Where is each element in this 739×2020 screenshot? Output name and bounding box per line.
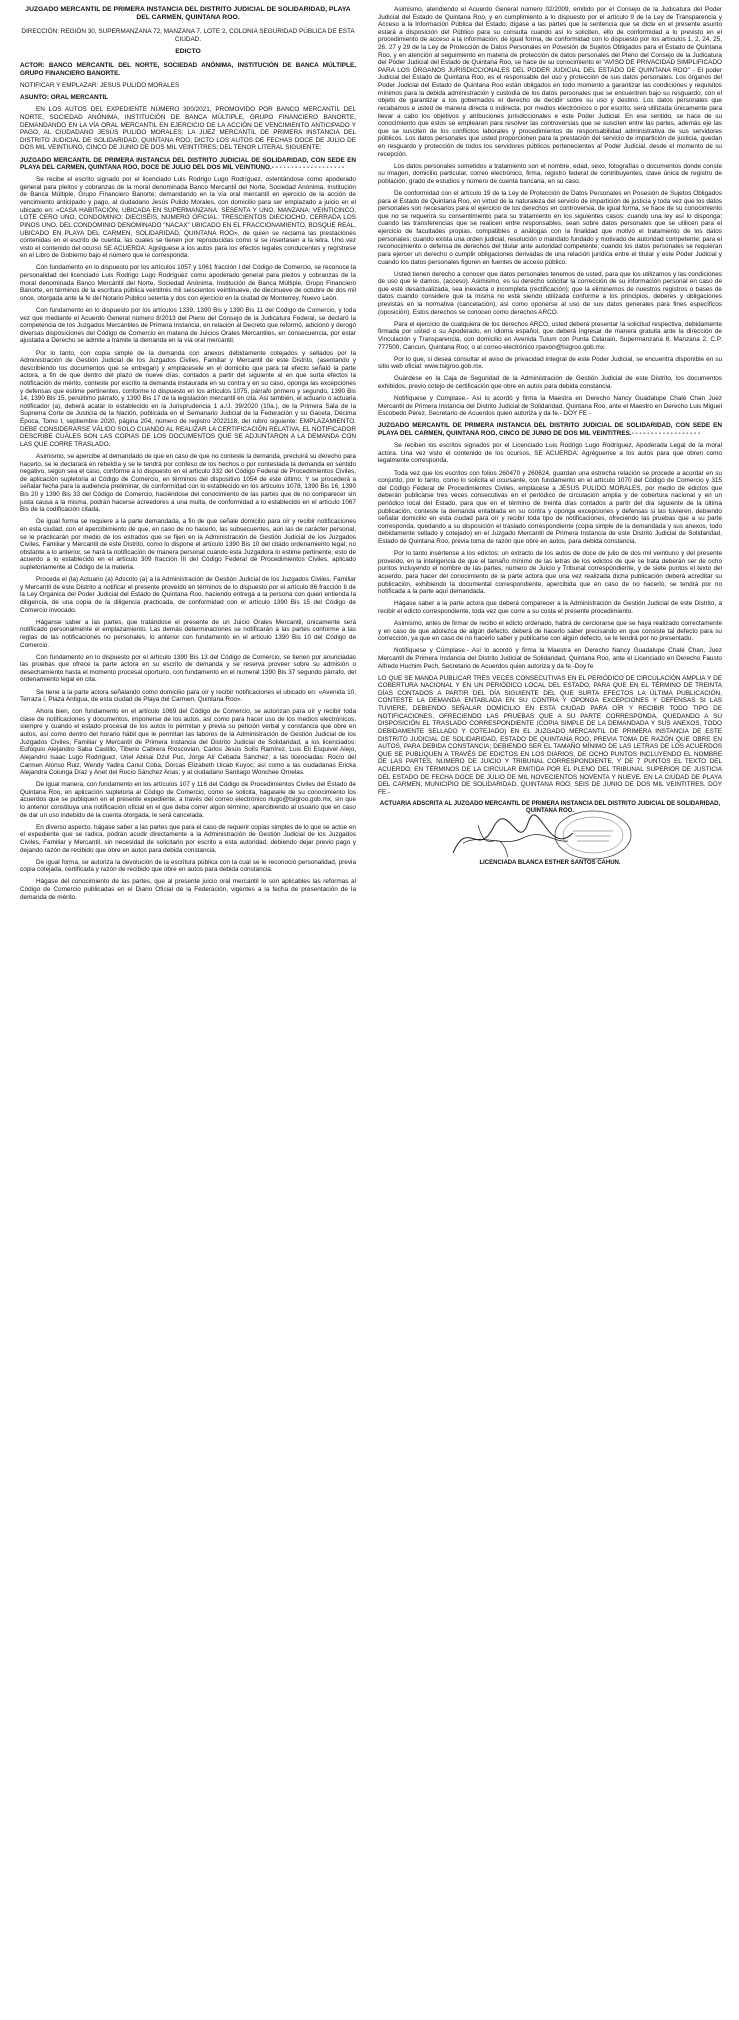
signature-name: LICENCIADA BLANCA ESTHER SANTOS CAHUN.: [479, 859, 621, 866]
paragraph: Con fundamento en lo dispuesto por el artículo 1390 Bis 13 del Código de Comercio, se tienen por anunciadas las pruebas que ofrece la parte actora en su escrito de demanda y se reserva proveer sobre su admisión o desechamiento hasta el momento procesal oportuno, con fundamento en el numeral 1390 Bis 37 segundo párrafo, del ordenamiento legal en cita.: [20, 653, 356, 684]
paragraph: Se recibe el escrito signado por el licenciado Luis Rodrigo Lugo Rodríguez, ostentándose como apoderado general para pleitos y cobranzas de la moral denominada Banco Mercantil del Norte, Sociedad Anónima, Institución de Banca Múltiple, Grupo Financiero Banorte; demandando en la vía oral mercantil en ejercicio de la acción de vencimiento anticipado y pago, al ciudadano Jesús Pulido Morales, con domicilio para ser emplazado a juicio en el ubicado en: «CASA HABITACIÓN, UBICADA EN SUPERMANZANA: SESENTA Y UNO, MANZANA: VEINTICINCO, LOTE CERO UNO, CONDOMINIO: DIECISÉIS, NUMERO OFICIAL: TRESCIENTOS DIECIOCHO, CERRADA LOS PINOS UNO, DEL CONDOMINIO DENOMINADO "NACAX" UBICADO EN EL FRACCIONAMIENTO, BOSQUE REAL, UBICADO EN PLAYA DEL CARMEN, SOLIDARIDAD, QUINTANA ROO», de quien se reclama las prestaciones contenidas en el escrito de cuenta, las cuales se tienen por reproducidas como si se insertasen a la letra. Uno vez visto el contenido del ocurso SE ACUERDA: Agréguese a los autos para los efectos legales conducentes y regístrese en el Libro de Gobierno bajo el número que le corresponda.: [20, 176, 356, 260]
right-column: [378, 6, 722, 871]
paragraph: Se tiene a la parte actora señalando como domicilio para oír y recibir notificaciones el ubicado en: «Avenida 10, Terraza I, Plaza Antigua, de esta ciudad de Playa del Carmen, Quintana Roo».: [20, 688, 356, 704]
left-column: [20, 6, 356, 906]
paragraph: Ahora bien, con fundamento en el artículo 1069 del Código de Comercio, se autorizan para oír y recibir toda clase de notificaciones y documentos, imponerse de los autos, así como para hacer uso de los medios electrónicos, siempre y cuando el estado procesal de los autos lo permitan y previa su petición verbal y constancia que obre en autos, así como dentro del horario hábil que le permitan las labores de la Administración de Gestión Judicial de los Juzgados Civiles, Familiar y Mercantil de Primera Instancia del Distrito Judicial de Solidaridad, a los licenciados: Eufoquio Alejandro Saba Castillo, Tiberio Cabrera Rioscovian, Carlos Jesús Solís Ramírez, Luis Eli Esquivel Alejo, Alejandro Isaac Lugo Rodríguez, Uriel Abisai Dzul Puc, Jorge Alí Cebada Sánchez; a las licenciadas: Rocío del Carmen Alonso Ruiz, Wendy Yadira Canul Coba, Dorcas Elizabeth Uicab Kuyoc; así como a las ciudadanas Ericka Alejandra Colunga Díaz y Anet del Rocío Sánchez Arias; y al ciudadano Santiago Wonchee Ornelas.: [20, 708, 356, 777]
paragraph: EN LOS AUTOS DEL EXPEDIENTE NÚMERO 300/2021, PROMOVIDO POR BANCO MERCANTIL DEL NORTE, SOCIEDAD ANÓNIMA, INSTITUCIÓN DE BANCA MÚLTIPLE, GRUPO FINANCIERO BANORTE, DEMANDANDO EN LA VÍA ORAL MERCANTIL EN EJERCICIO DE LA ACCIÓN DE VENCIMIENTO ANTICIPADO Y PAGO, AL CIUDADANO JESÚS PULIDO MORALES; LA JUEZ MERCANTIL DE PRIMERA INSTANCIA DEL DISTRITO JUDICIAL DE SOLIDARIDAD, QUINTANA ROO, DICTO LOS AUTOS DE FECHAS DOCE DE JULIO DE DOS MIL VEINTIUNO, CINCO DE JUNIO DE DOS MIL VEINTITRES; DEL TENOR LITERAL SIGUIENTE:: [20, 106, 356, 152]
paragraph: Asimismo, atendiendo el Acuerdo General número 02/2009, emitido por el Consejo de la Judicatura del Poder Judicial del Estado de Quintana Roo, y en cumplimiento a lo dispuesto por el artículo 9 de la Ley de Transparencia y Acceso a la Información Pública del Estado; dígase a las partes que la sentencia que se dicte en el presente asunto estará a disposición del Público para su consulta cuando así lo soliciten, ello de conformidad a lo previsto en el procedimiento de acceso a la información; de igual forma, de conformidad con lo dispuesto por los artículos 1, 2, 24, 25, 26, 27 y 29 de la Ley de Protección de Datos Personales en Posesión de Sujetos Obligados para el Estado de Quintana Roo, y en atención al seguimiento en materia de protección de datos personales del Pleno del Consejo de la Judicatura del Poder Judicial del Estado de Quintana Roo, se hace de su conocimiento el "AVISO DE PRIVACIDAD SIMPLIFICADO PARA LOS ÓRGANOS JURISDICCIONALES DEL PODER JUDICIAL DEL ESTADO DE QUINTANA ROO" - El poder Judicial del Estado de Quintana Roo, es el responsable del uso y protección de sus datos personales. Los órganos del Poder Judicial del Estado de Quintana Roo están obligados en todo momento a garantizar las condiciones y requisitos mínimos para la debida administración y custodia de los datos personales que se encuentren bajo su resguardo, con el objeto de garantizar a los gobernados el derecho de decidir sobre su uso y destino. Los datos personales que recabamos e usted de manera directa o indirecta, por medios electrónicos o por escrito, será utilizada únicamente para llevar a cabo los objetivos y atribuciones jurisdiccionales e este Poder Judicial. En ese sentido, se hace de su conocimiento que estos se emplearan para resolver las controversias que se susciten entre las partes, además eje las que se susciten de los conflictos laborales y procedimientos de responsabilidad administrativa de sus servidores públicos. Los datos personales que usted proporcionen para la prestación del servicio de impartición de justicia, quedan en resguardo y protección de todos los servidores públicos pertenecientes al Poder Judicial, desde el momento de su recepción.: [378, 6, 722, 158]
paragraph: Notifíquese y Cúmplase.- Así lo acordó y firma la Maestra en Derecho Nancy Guadalupe Chalé Chan Juez Mercantil de Primera Instancia del Distrito Judicial de Solidaridad, Quintana Roo, ante el Maestro en Derecho Luis Miguel Escobedo Pérez, Secretario de Acuerdos quien autoriza y da fe.- DOY FE -: [378, 395, 722, 418]
paragraph: Por lo tanto insértense a los edictos: un extracto de los autos de doce de julio de dos mil veintiuno y del presente proveído, en la inteligencia de que el tamaño mínimo de las letras de los edictos de que se trata deberán ser de ocho puntos incluyendo el nombre de las partes, número de Juicio y Tribunal correspondiente, y de siete puntos el texto del acuerdo, para hacer del conocimiento de la parte actora que una vez realizada dicha publicación deberá acreditar su publicación, exhibiendo la documental correspondiente, apercibida que en caso de no hacerlo, se tendrá por no notificada a la parte aquí demandada.: [378, 550, 722, 596]
court-title: JUZGADO MERCANTIL DE PRIMERA INSTANCIA DEL DISTRITO JUDICIAL DE SOLIDARIDAD, PLAYA DEL CARMEN, QUINTANA ROO.: [25, 6, 351, 22]
paragraph: Con fundamento en lo dispuesto por los artículos 1057 y 1061 fracción I del Código de Comercio, se reconoce la personalidad del licenciado Luis Rodrigo Lugo Rodríguez como apoderado general para pleitos y cobranzas de la moral denominada Banco Mercantil del Norte, Sociedad Anónima, Institución de Banca Múltiple, Grupo Financiero Banorte, en términos de la escritura pública veintitrés mil seiscientos veintinueve, de diecinueve de octubre de dos mil once, otorgada ante la fe del Notario Público setenta y dos con ejercicio en la ciudad de Monterrey, Nuevo León.: [20, 264, 356, 302]
court-address: DIRECCIÓN: REGIÓN 30, SUPERMANZANA 72, MANZANA 7, LOTE 2, COLONIA SEGURIDAD PÚBLICA DE ESTA CIUDAD.: [21, 28, 355, 43]
closing-paragraph: LO QUE SE MANDA PUBLICAR TRES VECES CONSECUTIVAS EN EL PERIÓDICO DE CIRCULACIÓN AMPLIA Y DE COBERTURA NACIONAL Y EN UN PERIÓDICO LOCAL DEL ESTADO, PARA QUE EN EL TÉRMINO DE TREINTA DÍAS CONTADOS A PARTIR DEL DÍA SIGUIENTE DEL QUE SURTA EFECTOS LA ÚLTIMA PUBLICACIÓN, CONTESTE LA DEMANDA ENTABLADA EN SU CONTRA Y OPONGA EXCEPCIONES Y DEFENSAS SI LAS TUVIERE, DEBIENDO SEÑALAR DOMICILIO EN ESTA CIUDAD PARA OÍR Y RECIBIR TODO TIPO DE NOTIFICACIONES, OFRECIENDO LAS PRUEBAS QUE A SU PARTE CORRESPONDA, QUEDANDO A SU DISPOSICIÓN EL TRASLADO CORRESPONDIENTE (COPIA SIMPLE DE LA DEMANDADA Y SUS ANEXOS, TODO DEBIDAMENTE SELLADO Y COTEJADO) EN EL JUZGADO MERCANTIL DE PRIMERA INSTANCIA DE ESTE DISTRITO JUDICIAL DE SOLIDARIDAD, ESTADO DE QUINTANA ROO, PREVIA TOMA DE RAZÓN QUE OBRE EN AUTOS, PARA DEBIDA CONSTANCIA; DEBIENDO SER EL TAMAÑO MÍNIMO DE LAS LETRAS DE LOS ACUERDOS QUE SE PUBLIQUEN A TRAVÉS DE EDICTOS EN LOS DIARIOS, DE OCHO PUNTOS INCLUYENDO EL NOMBRE DE LAS PARTES, NÚMERO DE JUICIO Y TRIBUNAL CORRESPONDIENTE, Y DE 7 PUNTOS EL TEXTO DEL ACUERDO; EN TÉRMINOS DE LA CIRCULAR EMITIDA POR EL PLENO DEL TRIBUNAL SUPERIOR DE JUSTICIA DEL ESTADO DE FECHA DOCE DE JULIO DE MIL NOVECIENTOS NOVENTA Y NUEVE. EN LA CIUDAD DE PLAYA DEL CARMEN, MUNICIPIO DE SOLIDARIDAD, QUINTANA ROO, SEIS DE JUNIO DE DOS MIL VEINTITRES. DOY FE.-: [378, 674, 722, 796]
paragraph: Para el ejercicio de cualquiera de los derechos ARCO, usted deberá presentar la solicitud respectiva, debidamente firmada por usted o su Apoderado, en idioma español, que deberá ingresar de manera gratuita ante la dirección de Vinculación y Transparencia, con domicilio en Avenida Tulum con Punta Celarain, Supermanzana 8, Manzana 2, C.P. 777500, Cancun, Quintana Roo; o al correo electrónico rpavon@tsigroo.gob.mx.: [378, 320, 722, 351]
paragraph: Háganse saber a las partes, que tratándose el presente de un Juicio Orales Mercantil, únicamente será notificado personalmente el emplazamiento. Las demás determinaciones se notificarán a las partes conforme a las reglas de las notificaciones no personales, lo anterior con fundamento en el artículo 1390 Bis 10 del Código de Comercio.: [20, 618, 356, 649]
paragraph: Por lo que, si desea consultar el aviso de privacidad integral de este Poder Judicial, se encuentra disponible en su sitio web oficial: www.tsigroo.gob.mx.: [378, 355, 722, 371]
paragraph: Asimismo, se apercibe al demandado de que en caso de que no conteste la demanda, precluirá su derecho para hacerlo, se le declarará en rebeldía y se le tendrá por confeso de los hechos o por contestada la demanda en sentido negativo, según sea el caso, conforme a lo dispuesto en el artículo 332 del Código Federal de Procedimientos Civiles, de aplicación supletoria al Código de Comercio, en términos del dispositivo 1054 de este último. Y se procederá a señalar fecha para la audiencia preliminar, de conformidad con lo establecido en los artículos 1078, 1390 Bis 16, 1390 Bis 20 y 1390 Bis 33 del Código de Comercio, haciéndose del conocimiento de las partes que de no comparecer sin justa causa a la misma, podrán hacerse acreedores a una multa, de conformidad a lo establecido en el artículo 1067 Bis de la codificación citada.: [20, 452, 356, 514]
paragraph: Hágase del conocimiento de las partes, que al presente juicio oral mercantil le son aplicables las reformas al Código de Comercio publicadas en el Diario Oficial de la Federación, vigentes a la fecha de presentación de la demanda de mérito.: [20, 878, 356, 901]
paragraph: Usted tienen derecho a conocer que datos personales tenemos de usted, para que los utilizamos y las condiciones de uso que le damos, (acceso). Asimismo, es su derecho solicitar la corrección de su información personal en caso de que esté desactualizada, sea inexacta o incompleta (rectificación); que la eliminemos de nuestros registros o bases de datos cuando considere que la misma no está siendo utilizada conforme a los principios, deberes y obligaciones previstas en la normativa (cancelación); así como oponerse al uso de sus datos generales para fines específicos (oposición). Estos derechos se conocen como derechos ARCO.: [378, 270, 722, 316]
notify-line: NOTIFICAR Y EMPLAZAR: JESUS PULIDO MORALES: [20, 82, 180, 90]
paragraph: En diverso aspecto, hágase saber a las partes que para el caso de requerir copias simples de lo que se actúe en el expediente que se radica, podrán acudir directamente a la Administración de Gestión Judicial de los Juzgados Civiles, Familiar y Mercantil, sin necesidad de solicitarlo por escrito a esta autoridad, debiendo dejar previo pago y dejando razón de recibido que obre en autos para debida constancia.: [20, 823, 356, 854]
signature-title: ACTUARIA ADSCRITA AL JUZGADO MERCANTIL DE PRIMERA INSTANCIA DEL DISTRITO JUDICIAL DE SOLIDARIDAD, QUINTANA ROO.: [379, 800, 721, 815]
paragraph: Asimismo, antes de firmar de recibo el edicto ordenado, habrá de cerciorarse que se haya realizado correctamente y en caso de que adolezca de algún defecto, deberá de hacerlo saber precisando en que consiste tal defecto para su corrección, ya que en caso de no hacerlo saber y publicarse con algún defecto, se le tendrá por no presentado.: [378, 619, 722, 643]
actor-line: ACTOR: BANCO MERCANTIL DEL NORTE, SOCIEDAD ANÓNIMA, INSTITUCIÓN DE BANCA MÚLTIPLE, GRUPO FINANCIERO BANORTE.: [20, 62, 356, 78]
section-heading: JUZGADO MERCANTIL DE PRIMERA INSTANCIA DEL DISTRITO JUDICIAL DE SOLIDARIDAD, CON SEDE EN PLAYA DEL CARMEN, QUINTANA ROO, CINCO DE JUNIO DE DOS MIL VEINTITRES.- - - - - - - - - - - - - - - - - -: [378, 422, 722, 438]
paragraph: De igual manera, con fundamento en los artículos 107 y 116 del Código de Procedimientos Civiles del Estado de Quintana Roo, en aplicación supletoria al Código de Comercio, como se solicita, hágasele de su conocimiento los acuerdos que se publiquen en el presente expediente, a través del correo electrónico rlugo@tsigroo.gob.mx, sin que lo anterior constituya una notificación oficial en el que deba correr algún término; apercibiendo al usuario que en caso de dar un uso indebido de la cuenta otorgada, le será cancelada.: [20, 781, 356, 819]
paragraph: Toda vez que los escritos con folios 260470 y 260624, guardan una estrecha relación se procede a acordar en su conjunto, por lo tanto, como lo solicita el ocursante, con fundamento en el artículo 1070 del Código de Comercio y 315 del Código Federal de Procedimientos Civiles, emplácese a JESUS PULIDO MORALES, por medio de edictos que deberán publicarse tres veces consecutivas en el periódico de circulación amplia y de cobertura nacional y en un periódico local del Estado, para que en el término de treinta días contados a partir del día siguiente de la última publicación, conteste la demanda entablada en su contra y oponga excepciones y defensas si las tuvieren, debiendo señalar domicilio en esta ciudad para oír y recibir toda tipo de notificaciones, ofreciendo las pruebas que a su parte corresponda, quedando a su disposición el traslado correspondiente (copia simple de la demandada y sus anexos, todo debidamente sellado y cotejado) en el Juzgado Mercantil de Primera Instancia de este Distrito Judicial de Solidaridad, Estado de Quintana Roo, previa toma de razón que obre en autos, para debida constancia.: [378, 469, 722, 545]
paragraph: De igual forma se requiere a la parte demandada, a fin de que señale domicilio para oír y recibir notificaciones en esta ciudad, con el apercibimiento de que, en caso de no hacerlo, las subsecuentes, aún las de carácter personal, se le practicarán por medio de los estrados que se fijen en la Administración de Gestión Judicial de los Juzgados Civiles, Familiar y Mercantil de este Distrito, como lo dispone el artículo 1390 Bis 10 del citado ordenamiento legal; no obstante a lo anterior, se hará la notificación de manera personal cuando esta Juzgadora lo estime pertinente, esto de acuerdo a lo establecido en el artículo 309 fracción III del Código Federal de Procedimientos Civiles, aplicado supletoriamente al Código de la materia.: [20, 518, 356, 572]
paragraph: De igual forma, se autoriza la devolución de la escritura pública con la cual se le reconoció personalidad, previa copia cotejada, certificada y razón de recibido que obre en autos para debida constancia.: [20, 858, 356, 874]
section-heading: JUZGADO MERCANTIL DE PRIMERA INSTANCIA DEL DISTRITO JUDICIAL DE SOLIDARIDAD, CON SEDE EN PLAYA DEL CARMEN, QUINTANA ROO, DOCE DE JULIO DEL DOS MIL VEINTIUNO.- - - - - - - - - - - - - - - - - - -: [20, 156, 356, 172]
paragraph: Hágase saber a la parte actora que deberá comparecer a la Administración de Gestión Judicial de este Distrito, a recibir el edicto correspondiente, toda vez que corre a su costa el presente procedimiento.: [378, 600, 722, 615]
paragraph: Por lo tanto, con copia simple de la demanda con anexos debidamente cotejados y sellados por la Administración de Gestión Judicial de los Juzgados Civiles, Familiar y Mercantil de este Distrito, (asentando y describiendo los documentos que se entregan) y emplácesele en el domicilio que para tal efecto señaló la parte actora, a fin de que dentro del plazo de nueve días, contados a partir del siguiente al en que surta efectos la notificación de mérito, conteste por escrito la demanda instaurada en su contra y en su caso, oponga las excepciones y defensas que estime pertinentes, conforme lo dispuesto en los artículos 1075, párrafo primero y segundo, 1390 Bis 14, 1390 Bis 15, penúltimo párrafo, y 1390 Bis 17 de la legislación mercantil en cita. Así también, el actuario o actuaria notificador (a), deberá acatar lo establecido en la Jurisprudencia 1 a./J. 39/2020 (10a.), de la Primera Sala de la Suprema Corte de Justicia de la Nación, publicada en el Semanario Judicial de la Federación y su Gaceta, Décima Época, Tomo I, septiembre 2020, página 204, número de registro 2022118, del rubro siguiente: EMPLAZAMIENTO. DEBE CONSIDERARSE VÁLIDO SOLO CUANDO AL REALIZAR LA CERTIFICACIÓN RELATIVA, EL NOTIFICADOR DESCRIBE CUÁLES SON LAS COPIAS DE LOS DOCUMENTOS QUE SE ADJUNTARON A LA DEMANDA CON LAS QUE CORRE TRASLADO.: [20, 349, 356, 448]
paragraph: Con fundamento en lo dispuesto por los artículos 1339, 1390 Bis y 1390 Bis 11 del Código de Comercio, y toda vez que mediante el Acuerdo General número 8/2013 del Pleno del Consejo de la Judicatura Federal, se declaró la competencia de los Juzgados Mercantiles de Primera Instancia, en relación al Decreto que reformó, adicionó y derogó diversas disposiciones del Código de Comercio en materia de Juicios Orales Mercantiles, en consecuencia, por estar ajustada a Derecho se admite a trámite la demanda en la vía oral mercantil.: [20, 307, 356, 345]
paragraph: Los datos personales sometidos a tratamiento son el nombre, edad, sexo, fotografías o documentos donde conste su imagen, domicilio particular, correo electrónico, firma, registro federal de contribuyentes, clave única de registro de población, grado de estudios y número de cuenta bancaria, en su caso.: [378, 162, 722, 185]
paragraph: De conformidad con el artículo 19 de la Ley de Protección de Datos Personales en Posesión de Sujetos Obligados para el Estado de Quintana Roo, en virtud de la naturaleza del servicio de impartición de justicia y toda vez que los datos personales son necesarios para el ejercicio de los derechos en controversia, de igual forma, se hace de su conocimiento que no se requerirá su consentimiento para su tratamiento en los siguientes casos: cuando una ley así lo disponga; cuando las transferencias que se realicen entre responsables, sean sobre datos personales que se utilicen para el ejercicio de facultades propias, compatibles o análogas con la finalidad que motivó el tratamiento de los datos personales; cuando exista una orden judicial, resolución o mandato fundado y motivado de autoridad competente; para el reconocimiento o defensa de derechos del titular ante autoridad competente; cuando los datos personales se requieran para ejercer un derecho o cumplir obligaciones derivadas de una relación jurídica entre el titular y este Poder Judicial y cuando los datos personales figuren en fuentes de acceso público.: [378, 190, 722, 266]
paragraph: Guárdese en la Caja de Seguridad de la Administración de Gestión Judicial de este Distrito, los documentos exhibidos, previo cotejo de certificación que obre en autos para debida constancia.: [378, 375, 722, 391]
signature-block: [378, 801, 722, 871]
signature-scribble-icon: [448, 813, 578, 863]
paragraph: Notifíquese y Cúmplase.- Así lo acordó y firma la Maestra en Derecho Nancy Guadalupe Chalé Chan, Juez Mercantil de Primera Instancia del Distrito Judicial de Solidaridad, Quintana Roo, ante el Licenciado en Derecho Fausto Alfredo Huchim Pech, Secretario de Acuerdos quien autoriza y da fe.-Doy fe: [378, 647, 722, 670]
doc-type: EDICTO: [175, 48, 201, 56]
paragraph: Proceda el (la) Actuario (a) Adscrito (a) a la Administración de Gestión Judicial de los Juzgados Civiles, Familiar y Mercantil de este Distrito a notificar el presente proveído en términos de lo dispuesto por el artículo 86 fracción II de la Ley Orgánica del Poder Judicial del Estado de Quintana Roo, haciendo entrega a la persona con quien entienda la diligencia, de una copia de la diligencia practicada, de conformidad con el artículo 1390 Bis 15 del Código de Comercio invocado.: [20, 576, 356, 614]
subject-line: ASUNTO: ORAL MERCANTIL: [20, 94, 109, 102]
paragraph: Se reciben los escritos signados por el Licenciado Luis Rodrigo Lugo Rodríguez, Apoderada Legal de la moral actora. Una vez visto el contenido de los ocursos, SE ACUERDA: Agréguense a los autos para que obren como legalmente corresponda.: [378, 442, 722, 465]
